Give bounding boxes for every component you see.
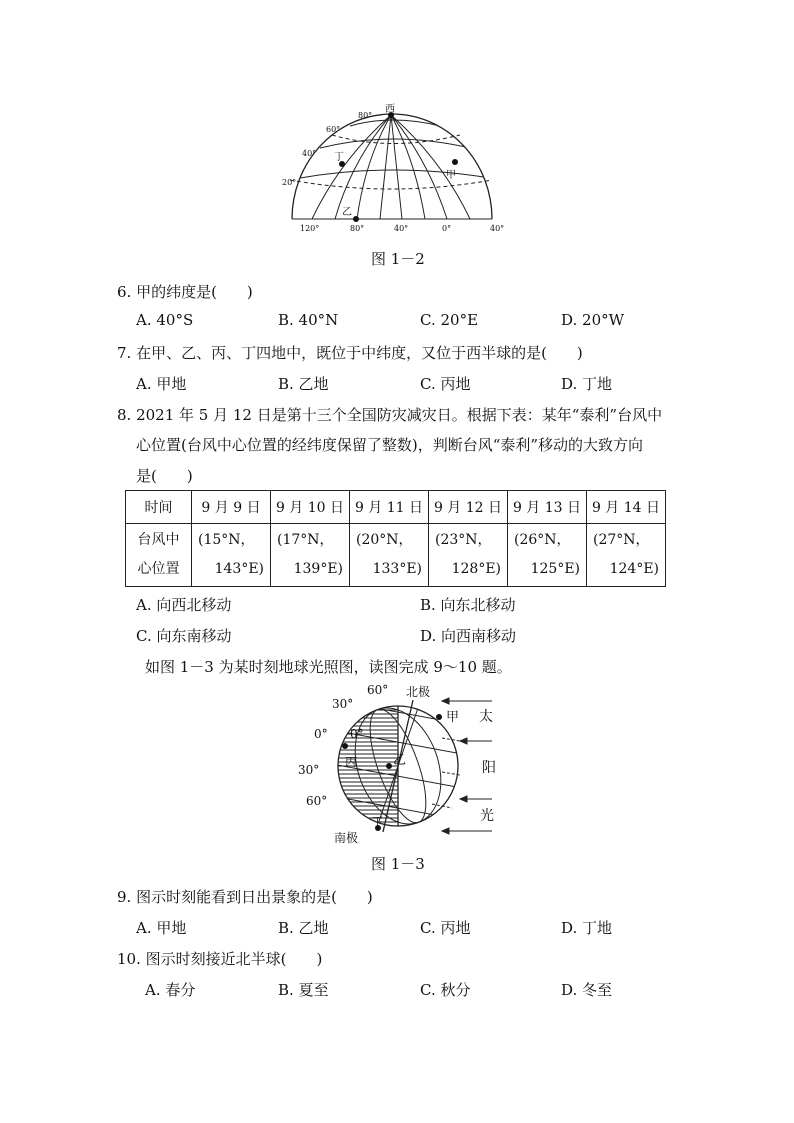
lat-value: (17°N， (277, 532, 334, 548)
table-date-cell: 9 月 12 日 (429, 491, 508, 524)
label-bing: 丙 (345, 755, 358, 769)
point-jia (436, 714, 442, 720)
label-lon40b: 40° (490, 224, 505, 233)
table-position-cell (587, 524, 666, 587)
table-position-cell (271, 524, 350, 587)
question-10: 10. 图示时刻接近北半球( ) (117, 950, 323, 968)
label-lon120: 120° (300, 224, 320, 233)
label-n30: 30° (332, 697, 354, 711)
figure-1-3-illumination-map (292, 680, 512, 848)
label-ding: 丁 (372, 815, 383, 828)
q7-option-c[interactable]: C. 丙地 (420, 375, 471, 393)
label-lon40a: 40° (394, 224, 409, 233)
table-date-cell: 9 月 10 日 (271, 491, 350, 524)
table-position-cell (429, 524, 508, 587)
lon-value: 124°E) (609, 561, 659, 577)
table-position-cell (350, 524, 429, 587)
label-tai: 太 (479, 709, 493, 725)
q10-option-a[interactable]: A. 春分 (145, 981, 196, 999)
label-ding: 丁 (334, 152, 344, 163)
label-eq: 0° (314, 727, 328, 741)
label-north-pole: 北极 (406, 685, 431, 699)
table-position-cell (192, 524, 271, 587)
label-yi: 乙 (393, 753, 407, 768)
label-lat20: 20° (282, 178, 297, 187)
header-line: 心位置 (137, 561, 180, 577)
q6-option-c[interactable]: C. 20°E (420, 311, 479, 329)
label-jia: 甲 (446, 170, 456, 181)
lat-value: (27°N， (593, 532, 650, 548)
label-eq-inner: 0° (350, 727, 364, 741)
table-date-cell: 9 月 9 日 (192, 491, 271, 524)
q7-option-d[interactable]: D. 丁地 (561, 375, 613, 393)
q6-option-d[interactable]: D. 20°W (561, 311, 625, 329)
header-line: 台风中 (137, 532, 180, 548)
table-header-position (126, 524, 192, 587)
label-s30: 30° (298, 763, 320, 777)
table-date-cell: 9 月 11 日 (350, 491, 429, 524)
table-row (126, 491, 666, 524)
label-lat80: 80° (358, 111, 373, 120)
lon-value: 139°E) (293, 561, 343, 577)
q9-option-b[interactable]: B. 乙地 (278, 919, 329, 937)
q9-option-a[interactable]: A. 甲地 (136, 919, 187, 937)
lat-value: (26°N， (514, 532, 571, 548)
q8-option-b[interactable]: B. 向东北移动 (420, 596, 516, 614)
q8-option-c[interactable]: C. 向东南移动 (136, 627, 232, 645)
point-yi (353, 216, 359, 222)
table-row (126, 524, 666, 587)
label-lat40: 40° (302, 149, 317, 158)
lat-value: (23°N， (435, 532, 492, 548)
table-date-cell: 9 月 13 日 (508, 491, 587, 524)
q6-option-a[interactable]: A. 40°S (136, 311, 194, 329)
lon-value: 125°E) (530, 561, 580, 577)
typhoon-table (125, 490, 666, 587)
table-header-time: 时间 (126, 491, 192, 524)
q9-option-c[interactable]: C. 丙地 (420, 919, 471, 937)
intro-9-10: 如图 1－3 为某时刻地球光照图，读图完成 9～10 题。 (145, 658, 512, 676)
point-yi (386, 763, 392, 769)
question-8-line1: 8. 2021 年 5 月 12 日是第十三个全国防灾减灾日。根据下表：某年“泰利”台风中 (117, 406, 663, 424)
lon-value: 128°E) (451, 561, 501, 577)
q7-option-b[interactable]: B. 乙地 (278, 375, 329, 393)
label-n60: 60° (367, 683, 389, 697)
label-south-pole: 南极 (334, 831, 359, 845)
q10-option-b[interactable]: B. 夏至 (278, 981, 329, 999)
q10-option-d[interactable]: D. 冬至 (561, 981, 613, 999)
label-xi: 西 (385, 104, 395, 115)
figure-1-3-caption: 图 1－3 (371, 855, 425, 873)
q6-option-b[interactable]: B. 40°N (278, 311, 339, 329)
question-6: 6. 甲的纬度是( ) (117, 283, 253, 301)
table-date-cell: 9 月 14 日 (587, 491, 666, 524)
question-8-line3: 是( ) (136, 467, 193, 485)
q8-option-d[interactable]: D. 向西南移动 (420, 627, 517, 645)
question-7: 7. 在甲、乙、丙、丁四地中，既位于中纬度，又位于西半球的是( ) (117, 344, 583, 362)
lon-value: 143°E) (214, 561, 264, 577)
lon-value: 133°E) (372, 561, 422, 577)
label-lon80: 80° (350, 224, 365, 233)
label-lon0: 0° (442, 224, 452, 233)
point-jia (452, 159, 458, 165)
label-lat60: 60° (326, 125, 341, 134)
label-guang: 光 (480, 808, 494, 824)
table-position-cell (508, 524, 587, 587)
label-yi: 乙 (342, 207, 352, 218)
lat-value: (20°N， (356, 532, 413, 548)
point-bing (342, 743, 348, 749)
label-s60: 60° (306, 794, 328, 808)
q9-option-d[interactable]: D. 丁地 (561, 919, 613, 937)
q7-option-a[interactable]: A. 甲地 (136, 375, 187, 393)
figure-1-2-caption: 图 1－2 (371, 250, 425, 268)
question-8-line2: 心位置(台风中心位置的经纬度保留了整数)，判断台风“泰利”移动的大致方向 (136, 436, 644, 454)
label-jia: 甲 (446, 710, 460, 725)
q8-option-a[interactable]: A. 向西北移动 (136, 596, 232, 614)
question-9: 9. 图示时刻能看到日出景象的是( ) (117, 888, 373, 906)
q10-option-c[interactable]: C. 秋分 (420, 981, 471, 999)
label-yang: 阳 (482, 760, 496, 776)
lat-value: (15°N， (198, 532, 255, 548)
figure-1-2-hemisphere-map (280, 100, 520, 235)
